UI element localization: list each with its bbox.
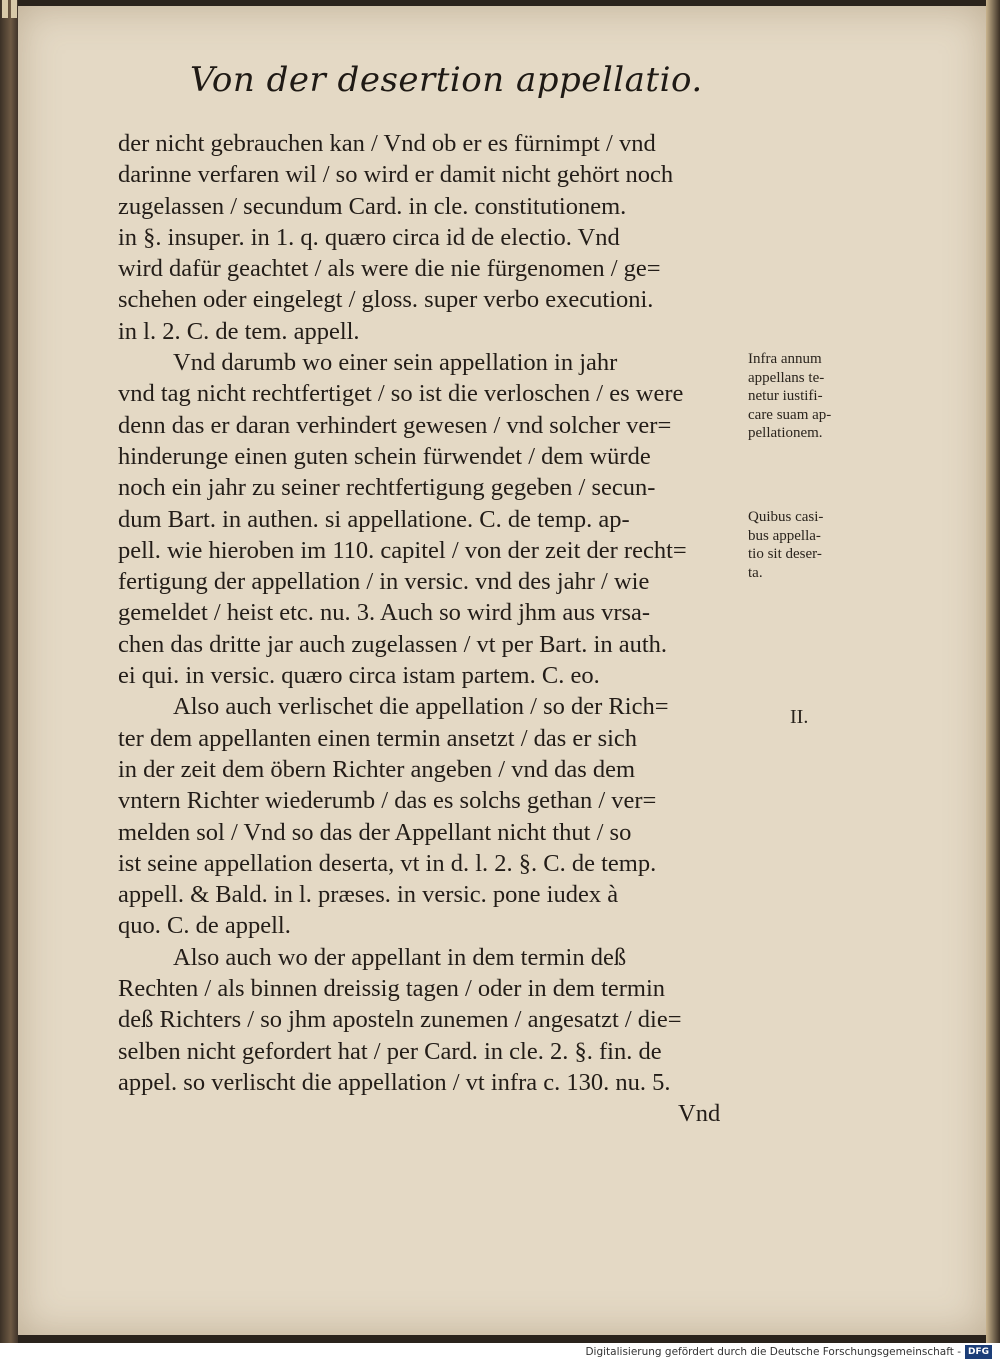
text-line: ist seine appellation deserta, vt in d. l. 2. §. C. de temp. xyxy=(118,849,657,877)
text-line: fertigung der appellation / in versic. vnd des jahr / wie xyxy=(118,568,650,596)
text-line: Also auch verlischet die appellation / so der Rich= xyxy=(173,693,669,721)
page-edge xyxy=(986,0,1000,1343)
digitization-credit xyxy=(585,1343,992,1361)
margin-note-line: ta. xyxy=(748,564,763,581)
text-line: noch ein jahr zu seiner rechtfertigung gegeben / secun- xyxy=(118,474,656,502)
text-line: pell. wie hieroben im 110. capitel / von der zeit der recht= xyxy=(118,536,687,564)
text-line: vnd tag nicht rechtfertiget / so ist die verloschen / es were xyxy=(118,380,684,408)
credit-text: Digitalisierung gefördert durch die Deutsche Forschungsgemeinschaft - xyxy=(585,1346,961,1358)
text-line: in l. 2. C. de tem. appell. xyxy=(118,317,360,345)
text-line: Also auch wo der appellant in dem termin deß xyxy=(173,943,627,971)
spine-mark xyxy=(2,0,8,18)
text-line: der nicht gebrauchen kan / Vnd ob er es fürnimpt / vnd xyxy=(118,130,656,157)
text-line: wird dafür geachtet / als were die nie fürgenomen / ge= xyxy=(118,255,661,283)
text-line: ei qui. in versic. quæro circa istam partem. C. eo. xyxy=(118,662,600,690)
margin-note-2 xyxy=(748,508,878,582)
margin-note-line: care suam ap- xyxy=(748,406,832,423)
text-line: denn das er daran verhindert gewesen / vnd solcher ver= xyxy=(118,411,672,439)
text-line: appell. & Bald. in l. præses. in versic. pone iudex à xyxy=(118,881,619,909)
text-line: chen das dritte jar auch zugelassen / vt per Bart. in auth. xyxy=(118,630,668,658)
dfg-logo: DFG xyxy=(965,1345,992,1359)
margin-note-line: Quibus casi- xyxy=(748,509,824,525)
margin-note-line: pellationem. xyxy=(748,425,823,441)
margin-note-line: Infra annum xyxy=(748,351,822,367)
body-text xyxy=(118,128,748,1130)
text-line: Rechten / als binnen dreissig tagen / oder in dem termin xyxy=(118,975,666,1003)
margin-note-line: bus appella- xyxy=(748,527,821,544)
margin-note-1 xyxy=(748,350,878,443)
margin-note-line: appellans te- xyxy=(748,369,825,386)
text-line: ter dem appellanten einen termin ansetzt / das er sich xyxy=(118,724,638,752)
text-line: schehen oder eingelegt / gloss. super verbo executioni. xyxy=(118,286,654,314)
text-line: appel. so verlischt die appellation / vt infra c. 130. nu. 5. xyxy=(118,1068,671,1096)
text-line: melden sol / Vnd so das der Appellant nicht thut / so xyxy=(118,818,632,846)
text-line: dum Bart. in authen. si appellatione. C. de temp. ap- xyxy=(118,505,630,533)
text-line: selben nicht gefordert hat / per Card. in cle. 2. §. fin. de xyxy=(118,1037,662,1065)
text-line: Vnd xyxy=(678,1100,721,1128)
spine-mark xyxy=(11,0,17,18)
margin-note-line: tio sit deser- xyxy=(748,546,822,562)
running-head: Von der desertion appellatio. xyxy=(190,60,703,100)
section-number: II. xyxy=(790,706,809,728)
text-line: vntern Richter wiederumb / das es solchs gethan / ver= xyxy=(118,787,657,815)
text-line: gemeldet / heist etc. nu. 3. Auch so wird jhm aus vrsa- xyxy=(118,599,651,627)
text-line: deß Richters / so jhm aposteln zunemen / angesatzt / die= xyxy=(118,1006,682,1034)
text-line: Vnd darumb wo einer sein appellation in jahr xyxy=(173,349,618,377)
margin-note-line: netur iustifi- xyxy=(748,388,823,404)
text-line: quo. C. de appell. xyxy=(118,912,291,940)
text-line: zugelassen / secundum Card. in cle. constitutionem. xyxy=(118,192,627,220)
book-spine xyxy=(0,0,18,1343)
text-line: in §. insuper. in 1. q. quæro circa id de electio. Vnd xyxy=(118,223,620,251)
text-line: in der zeit dem öbern Richter angeben / vnd das dem xyxy=(118,755,636,783)
text-line: darinne verfaren wil / so wird er damit nicht gehört noch xyxy=(118,161,674,189)
text-line: hinderunge einen guten schein fürwendet / dem würde xyxy=(118,442,651,470)
